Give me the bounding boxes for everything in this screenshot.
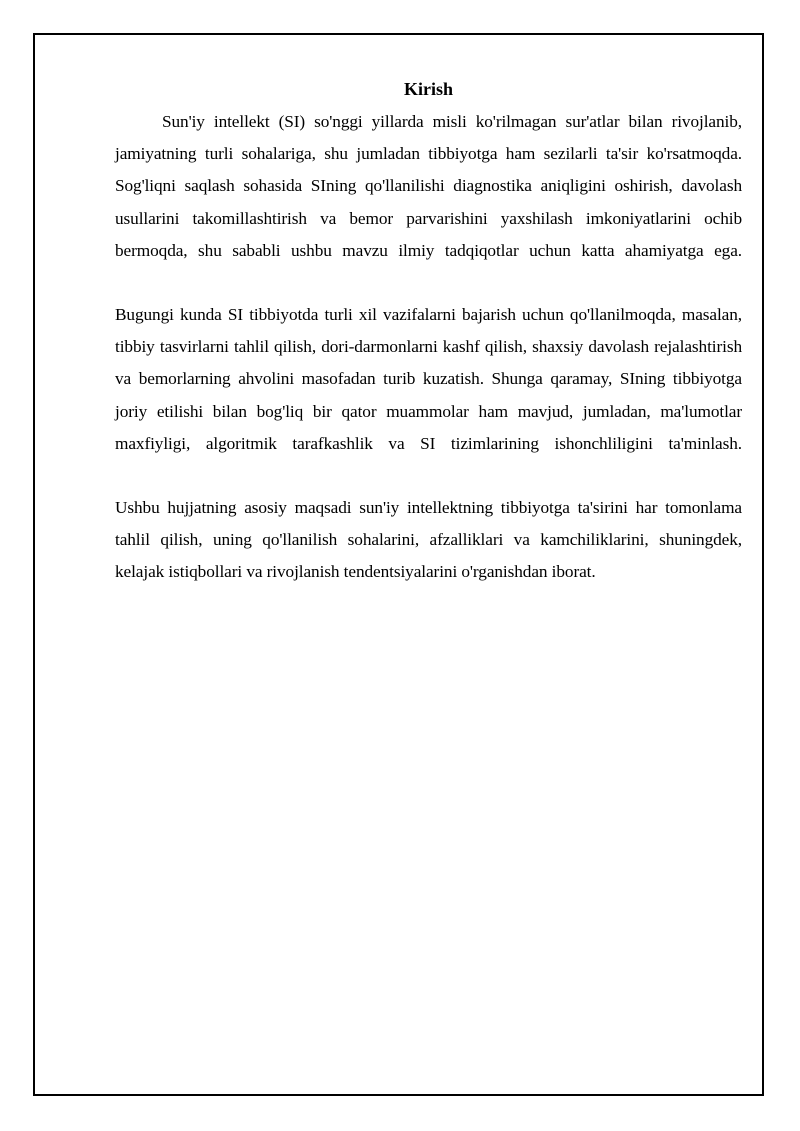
paragraph-purpose: Ushbu hujjatning asosiy maqsadi sun'iy intellektning tibbiyotga ta'sirini har tomonlama tahlil qilish, uning qo'llanilish sohalarini, afzalliklari va kamchiliklarini, shuningdek, kelajak istiqbollari va rivojlanish tendentsiyalarini o'rganishdan iborat.	[115, 498, 742, 582]
document-body	[115, 78, 742, 621]
page-title: Kirish	[403, 79, 453, 99]
paragraph-applications: Bugungi kunda SI tibbiyotda turli xil vazifalarni bajarish uchun qo'llanilmoqda, masalan, tibbiy tasvirlarni tahlil qilish, dori-darmonlarni kashf qilish, shaxsiy davolash rejalashtirish va bemorlarning ahvolini masofadan turib kuzatish. Shunga qaramay, SIning tibbiyotga joriy etilishi bilan bog'liq bir qator muammolar ham mavjud, jumladan, ma'lumotlar maxfiyligi, algoritmik tarafkashlik va SI tizimlarining ishonchliligini ta'minlash.	[115, 305, 742, 453]
paragraph-intro: Sun'iy intellekt (SI) so'nggi yillarda misli ko'rilmagan sur'atlar bilan rivojlanib, jamiyatning turli sohalariga, shu jumladan tibbiyotga ham sezilarli ta'sir ko'rsatmoqda. Sog'liqni saqlash sohasida SIning qo'llanilishi diagnostika aniqligini oshirish, davolash usullarini takomillashtirish va bemor parvarishini yaxshilash imkoniyatlarini ochib bermoqda, shu sababli ushbu mavzu ilmiy tadqiqotlar uchun katta ahamiyatga ega.	[115, 112, 742, 260]
